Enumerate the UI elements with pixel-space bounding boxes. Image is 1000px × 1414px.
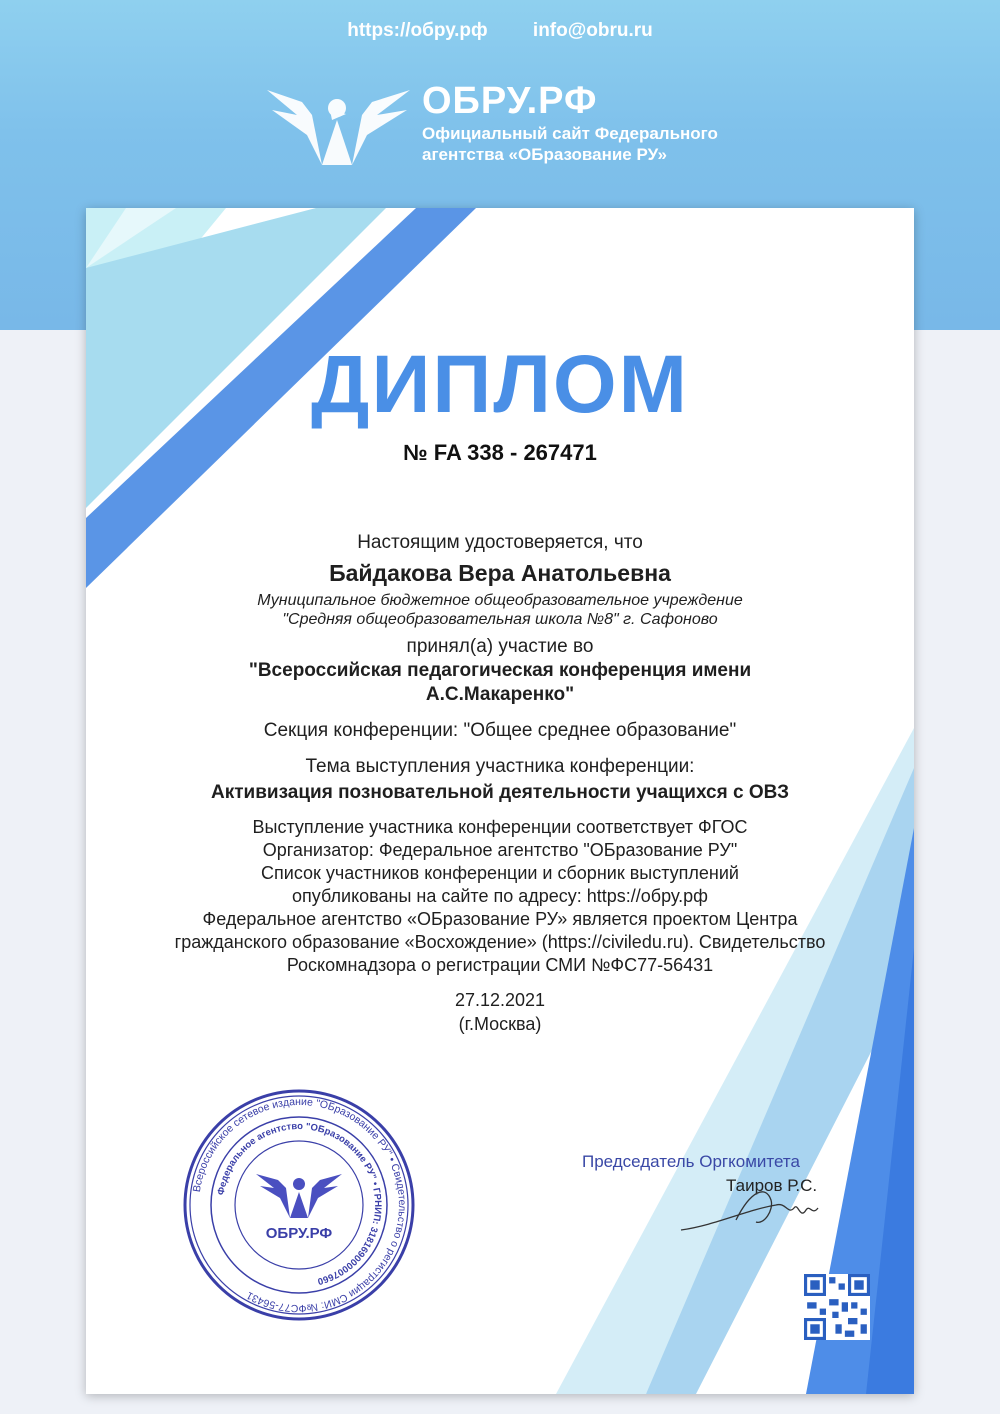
brand-block xyxy=(262,80,782,170)
info-line: Выступление участника конференции соответствует ФГОС xyxy=(252,817,748,837)
topic-label: Тема выступления участника конференции: xyxy=(305,756,695,777)
signature-scribble xyxy=(676,1180,826,1240)
brand-name: ОБРУ.РФ xyxy=(422,80,598,122)
signer-title: Председатель Оргкомитета xyxy=(582,1152,800,1171)
diploma-number: № FA 338 - 267471 xyxy=(403,440,597,465)
info-line: гражданского образование «Восхождение» (https://civiledu.ru). Свидетельство xyxy=(174,932,826,952)
institution-line: "Средняя общеобразовательная школа №8" г. Сафоново xyxy=(282,611,718,628)
diploma-title: ДИПЛОМ xyxy=(311,339,689,430)
stamp-eagle-icon xyxy=(256,1174,342,1218)
email-link[interactable]: info@obru.ru xyxy=(532,20,653,41)
stamp-center-text: ОБРУ.РФ xyxy=(265,1225,333,1242)
event-name-line: А.С.Макаренко" xyxy=(425,684,575,705)
certify-text: Настоящим удостоверяется, что xyxy=(357,532,643,553)
stamp-inner-text: Федеральное агентство "ОБразование РУ" • ГРНИП: 318169000007660 xyxy=(215,1120,384,1287)
header-links xyxy=(0,20,1000,42)
diploma-sheet xyxy=(86,208,914,1394)
event-name-line: "Всероссийская педагогическая конференция имени xyxy=(248,660,752,681)
official-stamp xyxy=(182,1088,416,1322)
eagle-logo-icon xyxy=(262,80,412,165)
recipient-name: Байдакова Вера Анатольевна xyxy=(329,560,671,586)
institution-line: Муниципальное бюджетное общеобразовательное учреждение xyxy=(257,592,743,609)
brand-subtitle-line: агентства «ОБразование РУ» xyxy=(422,145,667,164)
stamp-outer-text: Всероссийское сетевое издание "ОБразование РУ" • Свидетельство о регистрации СМИ: №ФС77-56431 xyxy=(190,1095,409,1315)
brand-subtitle-line: Официальный сайт Федерального xyxy=(422,124,718,143)
signer-name: Таиров Р.С. xyxy=(726,1176,818,1195)
participation-text: принял(а) участие во xyxy=(406,636,594,657)
diploma-city: (г.Москва) xyxy=(458,1014,542,1034)
info-line: опубликованы на сайте по адресу: https://обру.рф xyxy=(292,886,708,906)
diploma-date: 27.12.2021 xyxy=(454,990,546,1010)
section-text: Секция конференции: "Общее среднее образование" xyxy=(263,720,737,741)
info-line: Организатор: Федеральное агентство "ОБразование РУ" xyxy=(262,840,738,860)
info-line: Роскомнадзора о регистрации СМИ №ФС77-56431 xyxy=(286,955,714,975)
topic-text: Активизация позновательной деятельности учащихся с ОВЗ xyxy=(211,782,789,803)
info-line: Список участников конференции и сборник выступлений xyxy=(261,863,739,883)
site-link[interactable]: https://обру.рф xyxy=(347,20,488,41)
brand-subtitle xyxy=(422,123,782,165)
qr-code-icon[interactable] xyxy=(804,1274,870,1340)
info-line: Федеральное агентство «ОБразование РУ» является проектом Центра xyxy=(202,909,798,929)
